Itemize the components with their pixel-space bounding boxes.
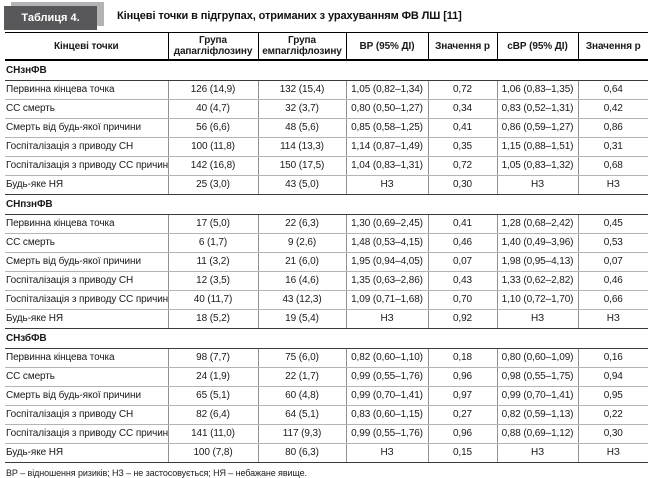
value-cell: 0,99 (0,70–1,41): [346, 386, 428, 405]
value-cell: 132 (15,4): [258, 80, 346, 99]
value-cell: 0,85 (0,58–1,25): [346, 118, 428, 137]
endpoint-cell: СС смерть: [5, 99, 168, 118]
value-cell: 82 (6,4): [168, 405, 258, 424]
value-cell: 0,41: [428, 118, 497, 137]
value-cell: НЗ: [578, 443, 648, 462]
table-footnote: ВР – відношення ризиків; НЗ – не застосовується; НЯ – небажане явище.: [6, 467, 307, 478]
value-cell: 0,46: [578, 271, 648, 290]
column-header-empagliflozin-group: Група емпагліфлозину: [258, 33, 346, 61]
value-cell: 0,07: [578, 252, 648, 271]
value-cell: 19 (5,4): [258, 309, 346, 328]
endpoint-cell: Смерть від будь-якої причини: [5, 118, 168, 137]
endpoint-cell: Госпіталізація з приводу СС причин: [5, 156, 168, 175]
value-cell: 56 (6,6): [168, 118, 258, 137]
value-cell: 1,98 (0,95–4,13): [497, 252, 578, 271]
endpoint-cell: Будь-яке НЯ: [5, 175, 168, 194]
table-number-badge: [4, 6, 97, 30]
value-cell: 1,48 (0,53–4,15): [346, 233, 428, 252]
table-row: [5, 290, 648, 309]
value-cell: 60 (4,8): [258, 386, 346, 405]
value-cell: 1,15 (0,88–1,51): [497, 137, 578, 156]
value-cell: 1,10 (0,72–1,70): [497, 290, 578, 309]
value-cell: 0,99 (0,70–1,41): [497, 386, 578, 405]
value-cell: 1,40 (0,49–3,96): [497, 233, 578, 252]
value-cell: 16 (4,6): [258, 271, 346, 290]
value-cell: НЗ: [578, 175, 648, 194]
section-header-label: СНзнФВ: [5, 60, 648, 80]
value-cell: 0,92: [428, 309, 497, 328]
table-caption-bar: [0, 0, 648, 32]
table-row: [5, 271, 648, 290]
value-cell: 1,33 (0,62–2,82): [497, 271, 578, 290]
value-cell: НЗ: [578, 309, 648, 328]
endpoint-cell: Первинна кінцева точка: [5, 348, 168, 367]
endpoint-cell: СС смерть: [5, 367, 168, 386]
value-cell: 1,04 (0,83–1,31): [346, 156, 428, 175]
endpoint-cell: Госпіталізація з приводу СН: [5, 137, 168, 156]
value-cell: 80 (6,3): [258, 443, 346, 462]
value-cell: 0,72: [428, 156, 497, 175]
value-cell: 0,70: [428, 290, 497, 309]
column-header-dapagliflozin-group: Група дапагліфлозину: [168, 33, 258, 61]
value-cell: 0,64: [578, 80, 648, 99]
endpoint-cell: Госпіталізація з приводу СН: [5, 405, 168, 424]
value-cell: 17 (5,0): [168, 214, 258, 233]
value-cell: НЗ: [497, 175, 578, 194]
value-cell: 150 (17,5): [258, 156, 346, 175]
value-cell: 0,31: [578, 137, 648, 156]
value-cell: 0,99 (0,55–1,76): [346, 367, 428, 386]
value-cell: НЗ: [497, 309, 578, 328]
table-body: [5, 60, 648, 462]
value-cell: 1,28 (0,68–2,42): [497, 214, 578, 233]
table-row: [5, 99, 648, 118]
value-cell: 0,27: [428, 405, 497, 424]
value-cell: 0,99 (0,55–1,76): [346, 424, 428, 443]
column-header-adj-hr-ci: сВР (95% ДІ): [497, 33, 578, 61]
endpoint-cell: Смерть від будь-якої причини: [5, 252, 168, 271]
value-cell: 0,72: [428, 80, 497, 99]
endpoints-table: [5, 32, 648, 463]
value-cell: 12 (3,5): [168, 271, 258, 290]
value-cell: 141 (11,0): [168, 424, 258, 443]
section-header-label: СНпзнФВ: [5, 194, 648, 214]
value-cell: 0,83 (0,60–1,15): [346, 405, 428, 424]
column-header-endpoints: Кінцеві точки: [5, 33, 168, 61]
value-cell: 98 (7,7): [168, 348, 258, 367]
table-row: [5, 424, 648, 443]
value-cell: 1,09 (0,71–1,68): [346, 290, 428, 309]
table-row: [5, 309, 648, 328]
value-cell: 24 (1,9): [168, 367, 258, 386]
value-cell: 1,95 (0,94–4,05): [346, 252, 428, 271]
section-header-row: [5, 328, 648, 348]
value-cell: 64 (5,1): [258, 405, 346, 424]
value-cell: 22 (1,7): [258, 367, 346, 386]
value-cell: 0,95: [578, 386, 648, 405]
value-cell: 0,80 (0,50–1,27): [346, 99, 428, 118]
value-cell: 0,16: [578, 348, 648, 367]
value-cell: 32 (3,7): [258, 99, 346, 118]
value-cell: 0,96: [428, 424, 497, 443]
value-cell: 22 (6,3): [258, 214, 346, 233]
value-cell: НЗ: [497, 443, 578, 462]
value-cell: 0,68: [578, 156, 648, 175]
value-cell: 0,43: [428, 271, 497, 290]
table-row: [5, 118, 648, 137]
value-cell: 18 (5,2): [168, 309, 258, 328]
endpoint-cell: Первинна кінцева точка: [5, 80, 168, 99]
value-cell: НЗ: [346, 309, 428, 328]
value-cell: 1,35 (0,63–2,86): [346, 271, 428, 290]
endpoint-cell: Первинна кінцева точка: [5, 214, 168, 233]
table-row: [5, 214, 648, 233]
table-row: [5, 137, 648, 156]
value-cell: 75 (6,0): [258, 348, 346, 367]
value-cell: 0,66: [578, 290, 648, 309]
value-cell: 21 (6,0): [258, 252, 346, 271]
value-cell: 0,41: [428, 214, 497, 233]
value-cell: 0,07: [428, 252, 497, 271]
table-row: [5, 443, 648, 462]
table-number-label: Таблиця 4.: [21, 12, 80, 24]
value-cell: 0,22: [578, 405, 648, 424]
value-cell: 0,15: [428, 443, 497, 462]
value-cell: 0,94: [578, 367, 648, 386]
value-cell: 0,30: [578, 424, 648, 443]
value-cell: 0,46: [428, 233, 497, 252]
value-cell: НЗ: [346, 443, 428, 462]
endpoint-cell: Госпіталізація з приводу СС причин: [5, 424, 168, 443]
value-cell: 1,06 (0,83–1,35): [497, 80, 578, 99]
value-cell: 0,97: [428, 386, 497, 405]
value-cell: 0,86: [578, 118, 648, 137]
value-cell: 48 (5,6): [258, 118, 346, 137]
section-header-label: СНзбФВ: [5, 328, 648, 348]
value-cell: 40 (4,7): [168, 99, 258, 118]
value-cell: 11 (3,2): [168, 252, 258, 271]
endpoint-cell: СС смерть: [5, 233, 168, 252]
value-cell: 6 (1,7): [168, 233, 258, 252]
value-cell: 0,88 (0,69–1,12): [497, 424, 578, 443]
table-row: [5, 367, 648, 386]
value-cell: 1,05 (0,83–1,32): [497, 156, 578, 175]
value-cell: 0,96: [428, 367, 497, 386]
table-row: [5, 405, 648, 424]
value-cell: 25 (3,0): [168, 175, 258, 194]
value-cell: 0,82 (0,59–1,13): [497, 405, 578, 424]
table-row: [5, 233, 648, 252]
section-header-row: [5, 60, 648, 80]
table-title: Кінцеві точки в підгрупах, отриманих з урахуванням ФВ ЛШ [11]: [117, 10, 462, 22]
value-cell: 9 (2,6): [258, 233, 346, 252]
value-cell: 100 (11,8): [168, 137, 258, 156]
endpoint-cell: Госпіталізація з приводу СС причин: [5, 290, 168, 309]
value-cell: 43 (12,3): [258, 290, 346, 309]
value-cell: 100 (7,8): [168, 443, 258, 462]
table-row: [5, 252, 648, 271]
value-cell: 1,30 (0,69–2,45): [346, 214, 428, 233]
value-cell: 0,98 (0,55–1,75): [497, 367, 578, 386]
value-cell: 114 (13,3): [258, 137, 346, 156]
endpoint-cell: Будь-яке НЯ: [5, 309, 168, 328]
column-header-p-value: Значення р: [428, 33, 497, 61]
table-row: [5, 348, 648, 367]
value-cell: 0,53: [578, 233, 648, 252]
value-cell: 0,82 (0,60–1,10): [346, 348, 428, 367]
value-cell: 0,45: [578, 214, 648, 233]
value-cell: 0,80 (0,60–1,09): [497, 348, 578, 367]
table-row: [5, 80, 648, 99]
value-cell: 0,83 (0,52–1,31): [497, 99, 578, 118]
column-header-p-value-2: Значення р: [578, 33, 648, 61]
table-row: [5, 175, 648, 194]
value-cell: 65 (5,1): [168, 386, 258, 405]
value-cell: НЗ: [346, 175, 428, 194]
column-header-hr-ci: ВР (95% ДІ): [346, 33, 428, 61]
value-cell: 0,86 (0,59–1,27): [497, 118, 578, 137]
value-cell: 0,42: [578, 99, 648, 118]
value-cell: 0,30: [428, 175, 497, 194]
value-cell: 0,18: [428, 348, 497, 367]
endpoint-cell: Госпіталізація з приводу СН: [5, 271, 168, 290]
value-cell: 1,05 (0,82–1,34): [346, 80, 428, 99]
value-cell: 40 (11,7): [168, 290, 258, 309]
value-cell: 0,34: [428, 99, 497, 118]
table-row: [5, 386, 648, 405]
table-head: [5, 33, 648, 61]
column-header-row: [5, 33, 648, 61]
endpoint-cell: Будь-яке НЯ: [5, 443, 168, 462]
value-cell: 142 (16,8): [168, 156, 258, 175]
endpoint-cell: Смерть від будь-якої причини: [5, 386, 168, 405]
value-cell: 1,14 (0,87–1,49): [346, 137, 428, 156]
value-cell: 117 (9,3): [258, 424, 346, 443]
value-cell: 43 (5,0): [258, 175, 346, 194]
value-cell: 0,35: [428, 137, 497, 156]
table-row: [5, 156, 648, 175]
value-cell: 126 (14,9): [168, 80, 258, 99]
section-header-row: [5, 194, 648, 214]
